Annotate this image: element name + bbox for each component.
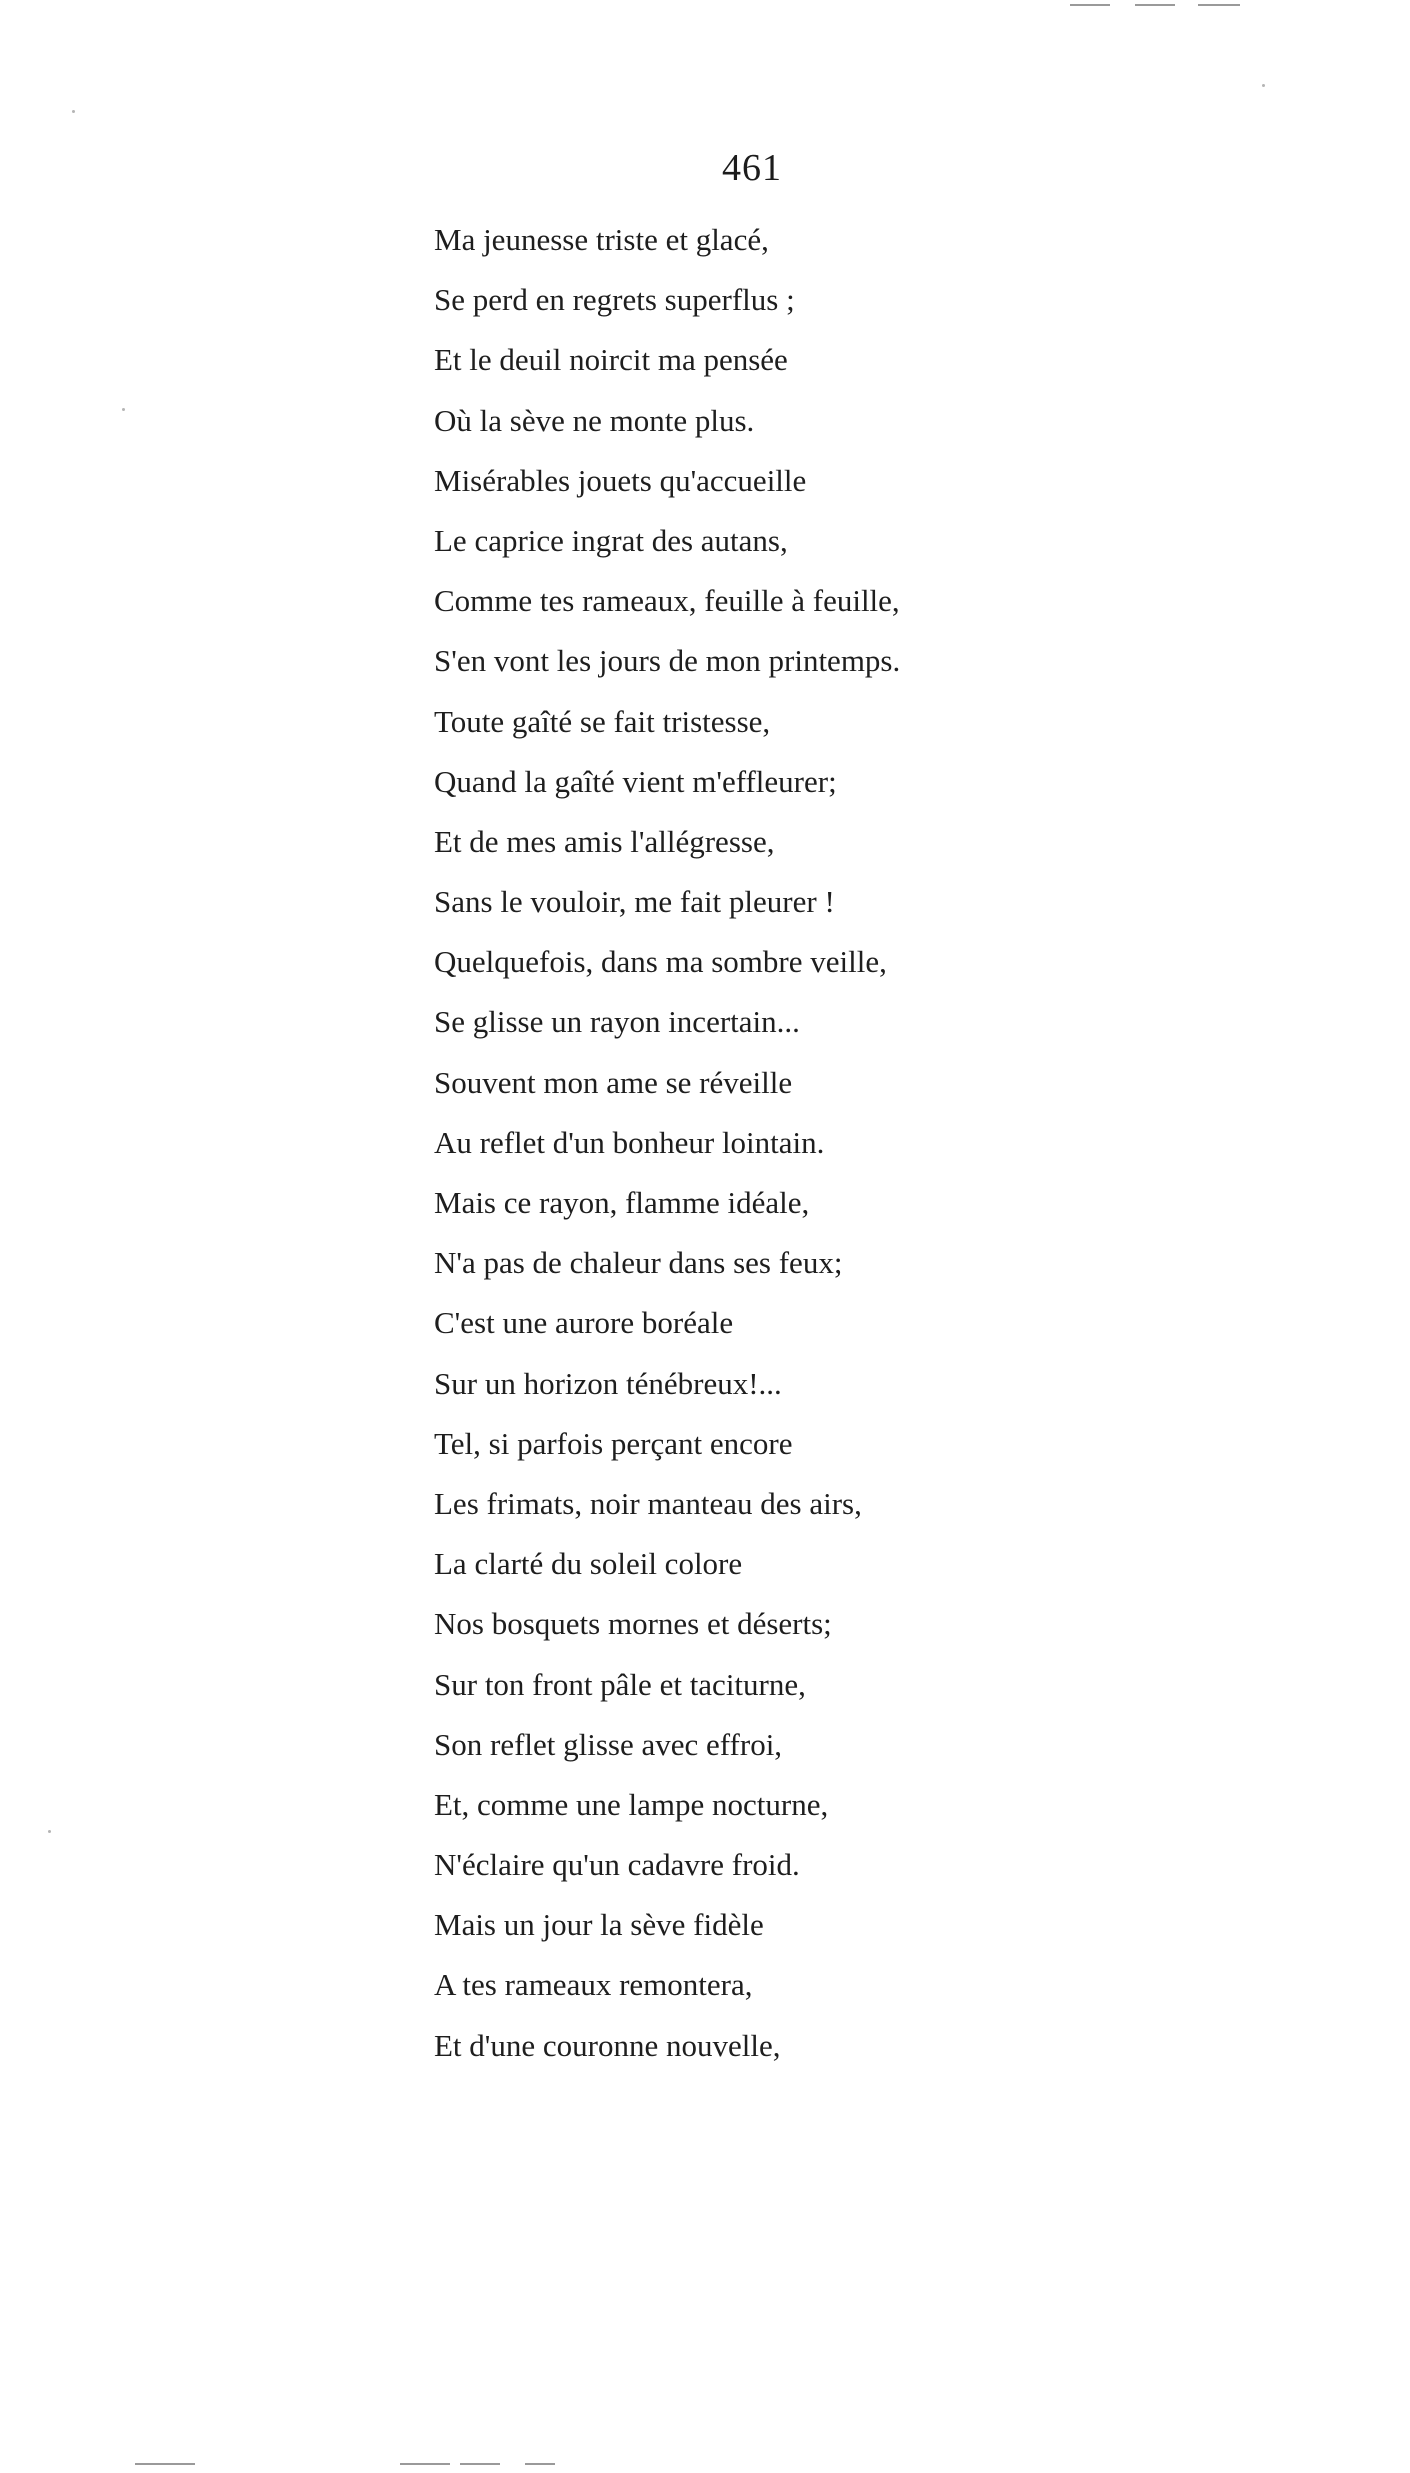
scan-speck (1262, 84, 1265, 87)
poem-line: Où la sève ne monte plus. (434, 402, 755, 438)
scan-speck (72, 110, 75, 113)
top-edge-mark (1070, 4, 1110, 6)
poem-line: Souvent mon ame se réveille (434, 1064, 793, 1100)
poem-line: Et d'une couronne nouvelle, (434, 2027, 781, 2063)
poem-line: Nos bosquets mornes et déserts; (434, 1606, 832, 1642)
poem-line: Au reflet d'un bonheur lointain. (434, 1124, 825, 1160)
poem-line: C'est une aurore boréale (434, 1305, 734, 1341)
bottom-edge-mark (525, 2463, 555, 2465)
poem-line: Comme tes rameaux, feuille à feuille, (434, 583, 900, 619)
poem-line: Misérables jouets qu'accueille (434, 462, 807, 498)
top-edge-mark (1198, 4, 1240, 6)
poem-line: Ma jeunesse triste et glacé, (434, 222, 769, 257)
top-edge-mark (1135, 4, 1175, 6)
poem-line: Les frimats, noir manteau des airs, (434, 1485, 862, 1521)
bottom-edge-mark (400, 2463, 450, 2465)
poem-line: Mais un jour la sève fidèle (434, 1907, 764, 1943)
poem-line: Et le deuil noircit ma pensée (434, 342, 788, 378)
poem-text (434, 210, 1074, 2076)
bottom-edge-mark (460, 2463, 500, 2465)
poem-line: La clarté du soleil colore (434, 1546, 743, 1582)
poem-line: N'a pas de chaleur dans ses feux; (434, 1245, 843, 1281)
poem-line: Et de mes amis l'allégresse, (434, 823, 775, 859)
poem-line: S'en vont les jours de mon printemps. (434, 643, 901, 679)
poem-line: Sur ton front pâle et taciturne, (434, 1666, 806, 1702)
poem-line: Le caprice ingrat des autans, (434, 522, 788, 558)
poem-line: Quelquefois, dans ma sombre veille, (434, 944, 887, 980)
poem-line: Quand la gaîté vient m'effleurer; (434, 763, 837, 799)
poem-line: Sur un horizon ténébreux!... (434, 1365, 782, 1401)
poem-line: N'éclaire qu'un cadavre froid. (434, 1847, 800, 1883)
poem-line: Tel, si parfois perçant encore (434, 1425, 793, 1461)
poem-line: Sans le vouloir, me fait pleurer ! (434, 884, 835, 920)
poem-line: Mais ce rayon, flamme idéale, (434, 1185, 810, 1220)
poem-line: Son reflet glisse avec effroi, (434, 1726, 783, 1762)
scan-speck (48, 1830, 51, 1833)
poem-line: Et, comme une lampe nocturne, (434, 1786, 829, 1822)
poem-line: Se perd en regrets superflus ; (434, 282, 795, 318)
poem-line: A tes rameaux remontera, (434, 1967, 753, 2003)
scan-speck (122, 408, 125, 411)
poem-line: Se glisse un rayon incertain... (434, 1004, 800, 1040)
poem-line: Toute gaîté se fait tristesse, (434, 703, 771, 739)
bottom-edge-mark (135, 2463, 195, 2465)
page-number: 461 (722, 147, 782, 189)
